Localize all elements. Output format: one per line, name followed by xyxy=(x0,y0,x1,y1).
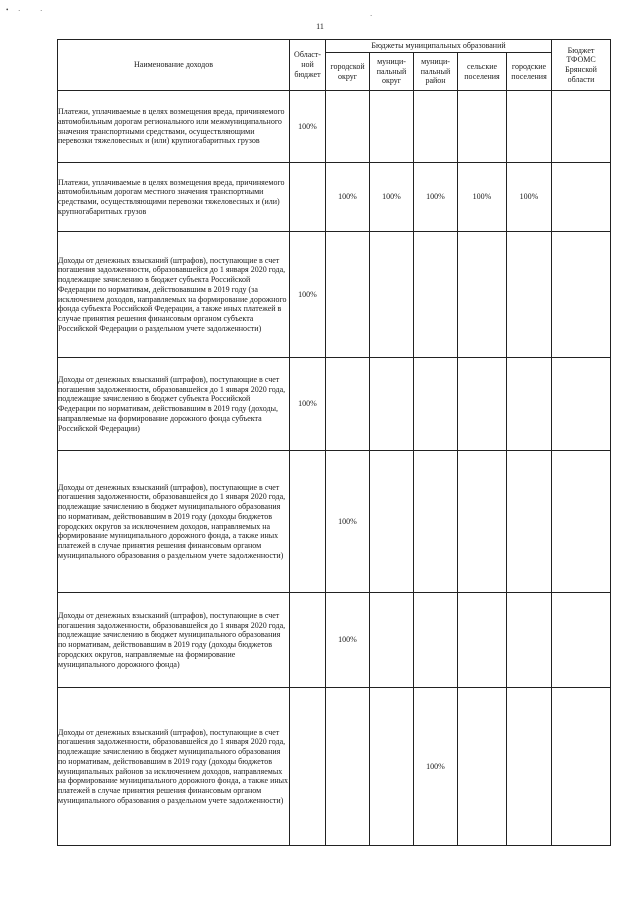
cell-city-district: 100% xyxy=(326,451,370,593)
income-description: Доходы от денежных взысканий (штрафов), поступающие в счет погашения задолженности, образовавшейся до 1 января 2020 года, подлежащие зачислению в бюджет муниципального образования по нормативам, действовавшим в 2019 году (доходы бюджетов городских округов, направляемые на формирование муниципального дорожного фонда) xyxy=(58,593,290,688)
cell-municipal-rayon xyxy=(414,232,458,358)
header-rural-settlements: сельские поселения xyxy=(458,53,507,91)
cell-municipal-okrug xyxy=(370,688,414,846)
header-municipal-budgets: Бюджеты муниципальных образований xyxy=(326,40,552,53)
table-row xyxy=(58,163,611,232)
cell-urban xyxy=(507,593,552,688)
cell-tfoms xyxy=(552,688,611,846)
cell-municipal-rayon xyxy=(414,91,458,163)
cell-city-district: 100% xyxy=(326,163,370,232)
cell-city-district xyxy=(326,358,370,451)
cell-urban xyxy=(507,232,552,358)
cell-tfoms xyxy=(552,91,611,163)
cell-municipal-okrug xyxy=(370,593,414,688)
scan-speck: ` xyxy=(370,14,373,22)
cell-tfoms xyxy=(552,163,611,232)
header-row-top xyxy=(58,40,611,53)
scan-speck: • xyxy=(6,6,9,14)
cell-rural xyxy=(458,91,507,163)
cell-regional: 100% xyxy=(290,358,326,451)
table-row xyxy=(58,232,611,358)
table-row xyxy=(58,358,611,451)
cell-tfoms xyxy=(552,232,611,358)
cell-municipal-rayon: 100% xyxy=(414,688,458,846)
page-number: 11 xyxy=(316,22,324,31)
cell-municipal-rayon: 100% xyxy=(414,163,458,232)
cell-regional xyxy=(290,451,326,593)
header-regional-budget: Област- ной бюджет xyxy=(290,40,326,91)
income-description: Доходы от денежных взысканий (штрафов), поступающие в счет погашения задолженности, образовавшейся до 1 января 2020 года, подлежащие зачислению в бюджет субъекта Российской Федерации по нормативам, действовавшим в 2019 году (за исключением доходов, направляемых на формирование дорожного фонда субъекта Российской Федерации, а также иных платежей в случае принятия решения финансовым органом субъекта Российской Федерации о раздельном учете задолженности) xyxy=(58,232,290,358)
header-tfoms-budget: Бюджет ТФОМС Брянской области xyxy=(552,40,611,91)
table-row xyxy=(58,688,611,846)
table-row xyxy=(58,451,611,593)
cell-city-district: 100% xyxy=(326,593,370,688)
header-municipal-rayon: муници- пальный район xyxy=(414,53,458,91)
cell-regional xyxy=(290,593,326,688)
cell-urban xyxy=(507,451,552,593)
header-city-district: городской округ xyxy=(326,53,370,91)
cell-rural xyxy=(458,232,507,358)
header-municipal-okrug: муници- пальный округ xyxy=(370,53,414,91)
cell-municipal-rayon xyxy=(414,358,458,451)
cell-urban xyxy=(507,688,552,846)
cell-municipal-okrug xyxy=(370,91,414,163)
income-description: Доходы от денежных взысканий (штрафов), поступающие в счет погашения задолженности, образовавшейся до 1 января 2020 года, подлежащие зачислению в бюджет субъекта Российской Федерации по нормативам, действовавшим в 2019 году (доходы, направляемые на формирование дорожного фонда субъекта Российской Федерации) xyxy=(58,358,290,451)
income-description: Доходы от денежных взысканий (штрафов), поступающие в счет погашения задолженности, образовавшейся до 1 января 2020 года, подлежащие зачислению в бюджет муниципального образования по нормативам, действовавшим в 2019 году (доходы бюджетов городских округов за исключением доходов, направляемых на формирование муниципального дорожного фонда, а также иных платежей в случае принятия решения финансовым органом муниципального образования о раздельном учете задолженности) xyxy=(58,451,290,593)
cell-regional xyxy=(290,163,326,232)
cell-urban xyxy=(507,358,552,451)
header-income-name: Наименование доходов xyxy=(58,40,290,91)
table-row xyxy=(58,593,611,688)
cell-municipal-okrug: 100% xyxy=(370,163,414,232)
cell-regional: 100% xyxy=(290,232,326,358)
cell-city-district xyxy=(326,688,370,846)
budget-distribution-table xyxy=(57,39,611,846)
table-row xyxy=(58,91,611,163)
header-urban-settlements: городские поселения xyxy=(507,53,552,91)
income-description: Платежи, уплачиваемые в целях возмещения вреда, причиняемого автомобильным дорогам регионального или межмуниципального значения транспортными средствами, осуществляющими перевозки тяжеловесных и (или) крупногабаритных грузов xyxy=(58,91,290,163)
income-description: Платежи, уплачиваемые в целях возмещения вреда, причиняемого автомобильным дорогам местного значения транспортными средствами, осуществляющими перевозки тяжеловесных и (или) крупногабаритных грузов xyxy=(58,163,290,232)
cell-rural xyxy=(458,593,507,688)
cell-municipal-okrug xyxy=(370,358,414,451)
cell-urban xyxy=(507,91,552,163)
cell-regional: 100% xyxy=(290,91,326,163)
cell-city-district xyxy=(326,91,370,163)
cell-rural xyxy=(458,688,507,846)
cell-regional xyxy=(290,688,326,846)
cell-municipal-okrug xyxy=(370,451,414,593)
cell-tfoms xyxy=(552,593,611,688)
cell-rural xyxy=(458,451,507,593)
cell-municipal-okrug xyxy=(370,232,414,358)
scan-speck: · xyxy=(40,7,43,15)
cell-rural xyxy=(458,358,507,451)
cell-municipal-rayon xyxy=(414,593,458,688)
cell-rural: 100% xyxy=(458,163,507,232)
cell-urban: 100% xyxy=(507,163,552,232)
cell-tfoms xyxy=(552,451,611,593)
cell-city-district xyxy=(326,232,370,358)
scan-speck: · xyxy=(18,7,21,15)
income-description: Доходы от денежных взысканий (штрафов), поступающие в счет погашения задолженности, образовавшейся до 1 января 2020 года, подлежащие зачислению в бюджет муниципального образования по нормативам, действовавшим в 2019 году (доходы бюджетов муниципальных районов за исключением доходов, направляемых на формирование муниципального дорожного фонда, а также иных платежей в случае принятия решения финансовым органом муниципального образования о раздельном учете задолженности) xyxy=(58,688,290,846)
cell-tfoms xyxy=(552,358,611,451)
cell-municipal-rayon xyxy=(414,451,458,593)
